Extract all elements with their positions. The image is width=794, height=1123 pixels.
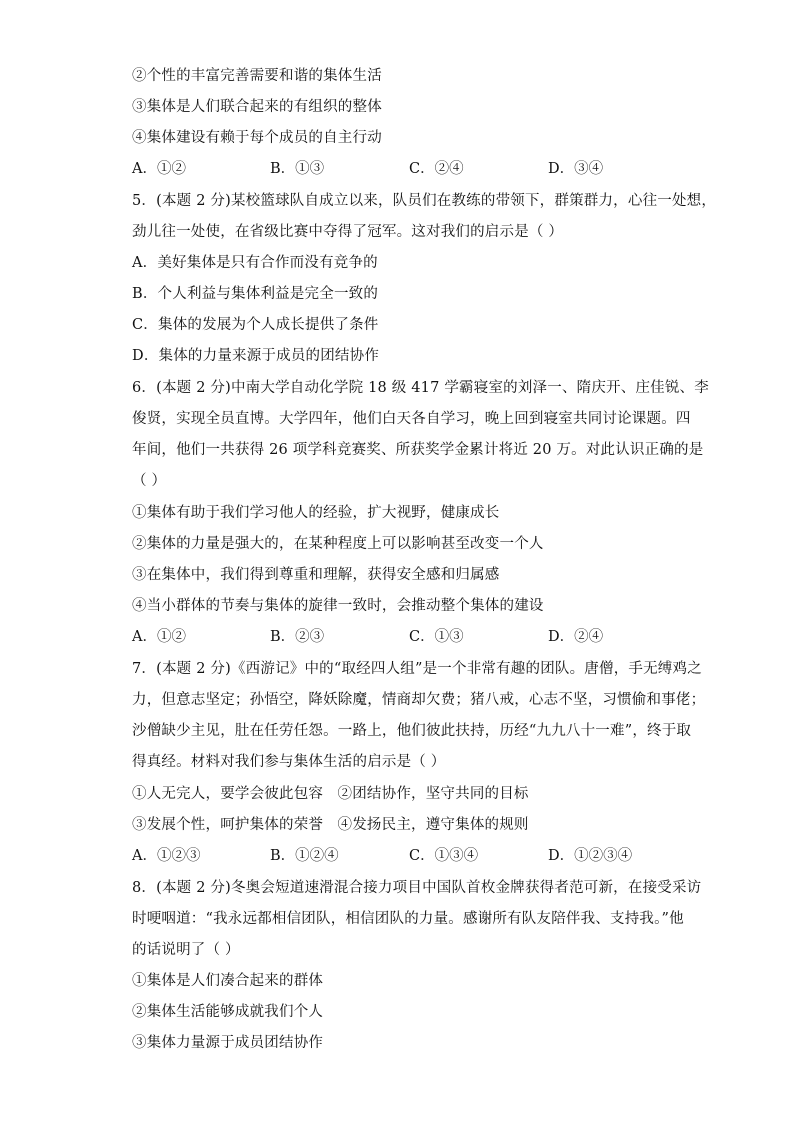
q4-option-d: D．③④ [548,161,604,177]
q4-option-a: A．①② [132,161,186,177]
q6-stem-line-1: 6．(本题 2 分)中南大学自动化学院 18 级 417 学霸寝室的刘泽一、隋庆开、庄佳锐、李 [132,380,709,396]
q4-option-c: C．②④ [409,161,464,177]
q5-option-a: A．美好集体是只有合作而没有竞争的 [132,255,378,271]
q8-statement-3: ③集体力量源于成员团结协作 [132,1035,324,1051]
q4-option-b: B．①③ [270,161,325,177]
q8-stem-line-3: 的话说明了（ ） [132,942,240,958]
q4-statement-4: ④集体建设有赖于每个成员的自主行动 [132,130,382,146]
q4-statement-3: ③集体是人们联合起来的有组织的整体 [132,99,382,115]
q7-option-b: B．①②④ [270,848,339,864]
q6-stem-line-2: 俊贤，实现全员直博。大学四年，他们白天各自学习，晚上回到寝室共同讨论课题。四 [132,411,691,427]
q8-statement-1: ①集体是人们凑合起来的群体 [132,973,324,989]
q7-option-d: D．①②③④ [548,848,633,864]
q5-option-d: D．集体的力量来源于成员的团结协作 [132,348,380,364]
q7-stem-line-4: 得真经。材料对我们参与集体生活的启示是（ ） [132,754,446,770]
q6-statement-4: ④当小群体的节奏与集体的旋律一致时，会推动整个集体的建设 [132,598,544,614]
q7-stem-line-2: 力，但意志坚定；孙悟空，降妖除魔，情商却欠费；猪八戒，心志不坚，习惯偷和事佬； [132,692,706,708]
q4-statement-2: ②个性的丰富完善需要和谐的集体生活 [132,68,382,84]
q7-option-c: C．①③④ [409,848,479,864]
q8-stem-line-1: 8．(本题 2 分)冬奥会短道速滑混合接力项目中国队首枚金牌获得者范可新，在接受采访 [132,880,702,896]
q6-answer-bracket: （ ） [132,473,167,489]
q5-stem-line-2: 劲儿往一处使，在省级比赛中夺得了冠军。这对我们的启示是（ ） [132,224,564,240]
q8-stem-line-2: 时哽咽道：“我永远都相信团队，相信团队的力量。感谢所有队友陪伴我、支持我。”他 [132,911,684,927]
q6-option-a: A．①② [132,629,186,645]
q5-option-c: C．集体的发展为个人成长提供了条件 [132,317,379,333]
q6-statement-3: ③在集体中，我们得到尊重和理解，获得安全感和归属感 [132,567,500,583]
q6-options [132,627,672,647]
q7-statements-3-4: ③发展个性，呵护集体的荣誉 ④发扬民主，遵守集体的规则 [132,817,529,833]
q6-stem-line-3: 年间，他们一共获得 26 项学科竞赛奖、所获奖学金累计将近 20 万。对此认识正确的是 [132,442,704,458]
q6-option-c: C．①③ [409,629,464,645]
q6-option-d: D．②④ [548,629,604,645]
q8-statement-2: ②集体生活能够成就我们个人 [132,1004,324,1020]
q6-statement-2: ②集体的力量是强大的，在某种程度上可以影响甚至改变一个人 [132,536,544,552]
q5-stem-line-1: 5．(本题 2 分)某校篮球队自成立以来，队员们在教练的带领下，群策群力，心往一处想， [132,193,717,209]
q7-option-a: A．①②③ [132,848,201,864]
q7-statements-1-2: ①人无完人，要学会彼此包容 ②团结协作，坚守共同的目标 [132,786,529,802]
q4-options [132,159,672,179]
q5-option-b: B．个人利益与集体利益是完全一致的 [132,286,379,302]
q6-option-b: B．②③ [270,629,325,645]
q7-options [132,846,672,866]
q6-statement-1: ①集体有助于我们学习他人的经验，扩大视野，健康成长 [132,505,500,521]
q7-stem-line-1: 7．(本题 2 分)《西游记》中的“取经四人组”是一个非常有趣的团队。唐僧，手无缚鸡之 [132,661,702,677]
q7-stem-line-3: 沙僧缺少主见，肚在任劳任怨。一路上，他们彼此扶持，历经“九九八十一难”，终于取 [132,723,692,739]
